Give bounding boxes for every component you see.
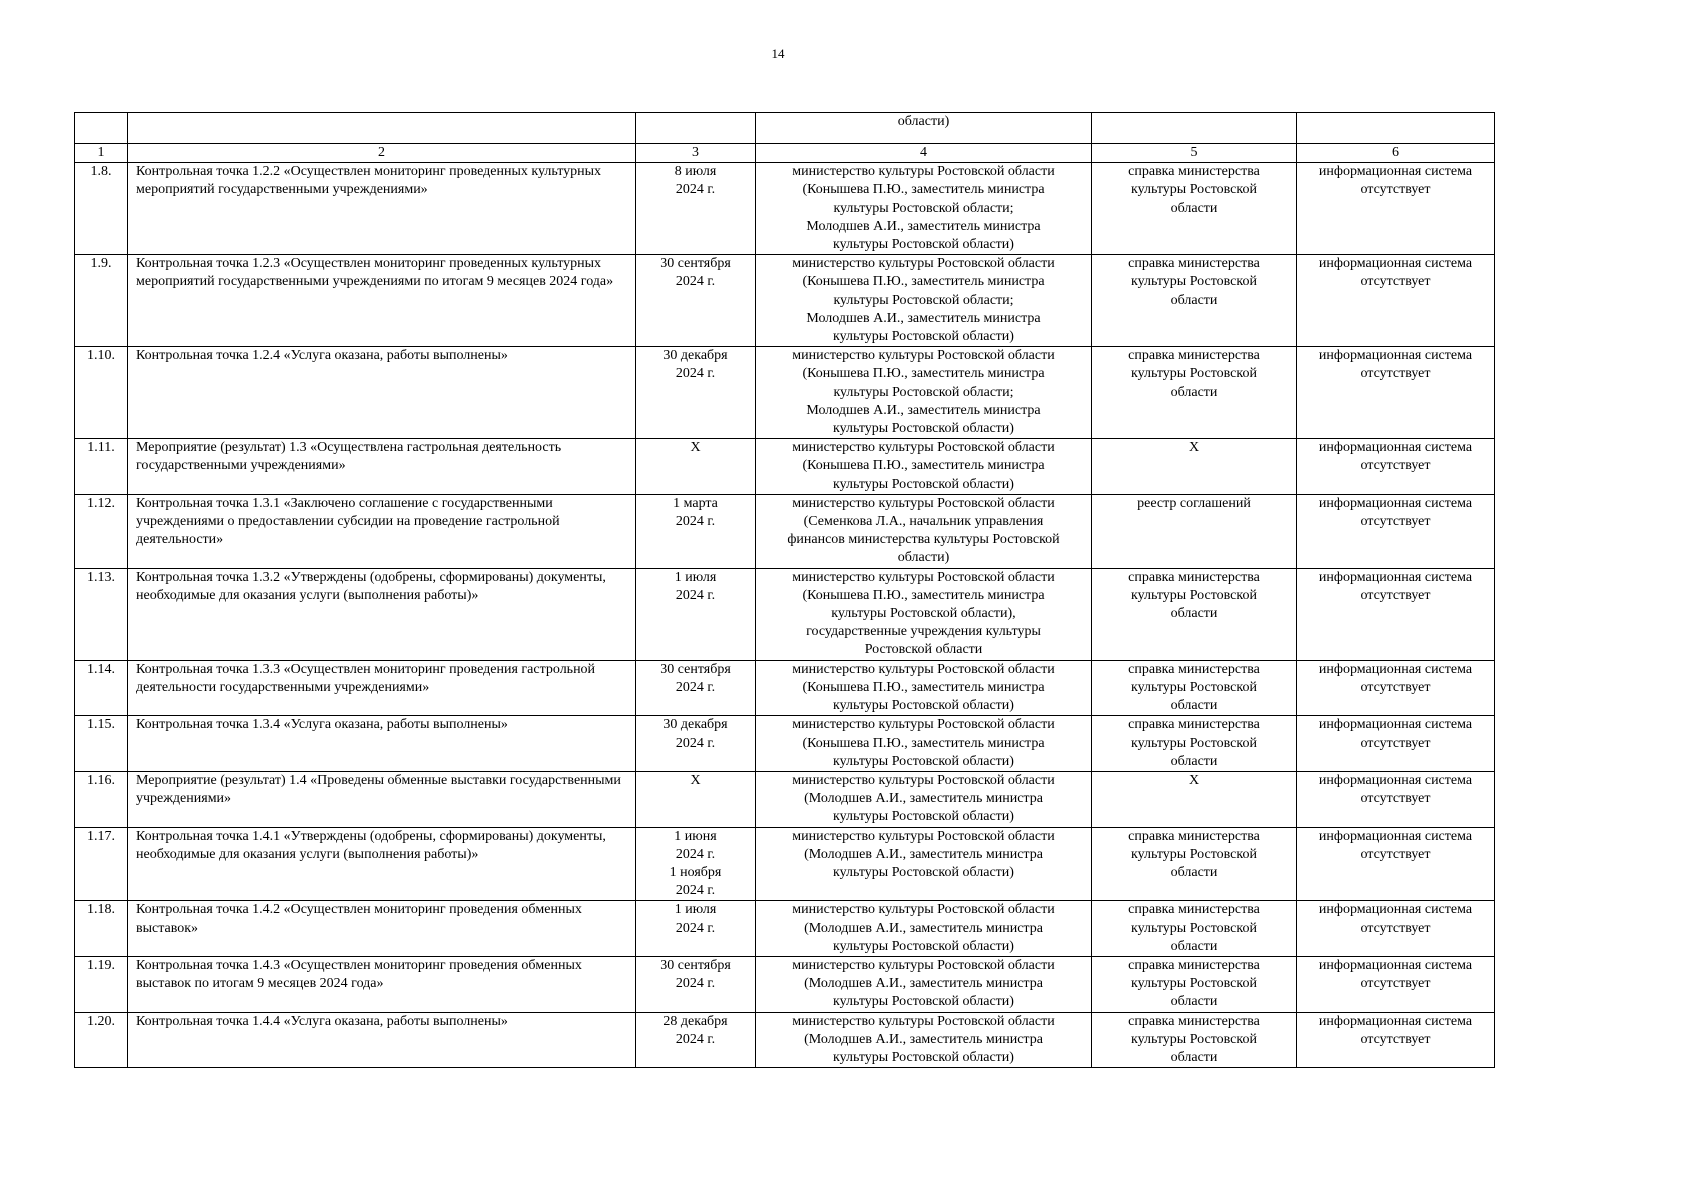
row-number: 1.12. xyxy=(75,494,128,568)
row-number: 1.13. xyxy=(75,568,128,660)
information-system: информационная система отсутствует xyxy=(1297,255,1495,347)
information-system: информационная система отсутствует xyxy=(1297,716,1495,772)
continuation-row xyxy=(75,113,1495,144)
information-system: информационная система отсутствует xyxy=(1297,771,1495,827)
confirming-document: справка министерства культуры Ростовской области xyxy=(1092,956,1297,1012)
row-number: 1.17. xyxy=(75,827,128,901)
plan-table xyxy=(74,112,1495,1068)
cell-empty xyxy=(636,113,756,144)
table-row xyxy=(75,494,1495,568)
responsible-executor: министерство культуры Ростовской области (Молодшев А.И., заместитель министра культуры Ростовской области) xyxy=(756,1012,1092,1068)
deadline: 30 декабря 2024 г. xyxy=(636,347,756,439)
row-number: 1.10. xyxy=(75,347,128,439)
deadline: Х xyxy=(636,771,756,827)
deadline: 30 декабря 2024 г. xyxy=(636,716,756,772)
responsible-executor: министерство культуры Ростовской области (Конышева П.Ю., заместитель министра культуры Ростовской области) xyxy=(756,439,1092,495)
event-name: Контрольная точка 1.4.4 «Услуга оказана, работы выполнены» xyxy=(128,1012,636,1068)
information-system: информационная система отсутствует xyxy=(1297,347,1495,439)
event-name: Контрольная точка 1.3.4 «Услуга оказана, работы выполнены» xyxy=(128,716,636,772)
deadline: 8 июля 2024 г. xyxy=(636,163,756,255)
cell-empty xyxy=(128,113,636,144)
event-name: Контрольная точка 1.4.2 «Осуществлен мониторинг проведения обменных выставок» xyxy=(128,901,636,957)
responsible-executor: министерство культуры Ростовской области (Конышева П.Ю., заместитель министра культуры Ростовской области), государственные учреждения культуры Ростовской области xyxy=(756,568,1092,660)
row-number: 1.8. xyxy=(75,163,128,255)
event-name: Мероприятие (результат) 1.4 «Проведены обменные выставки государственными учреждениями» xyxy=(128,771,636,827)
information-system: информационная система отсутствует xyxy=(1297,439,1495,495)
table-row xyxy=(75,439,1495,495)
information-system: информационная система отсутствует xyxy=(1297,1012,1495,1068)
event-name: Контрольная точка 1.2.2 «Осуществлен мониторинг проведенных культурных мероприятий государственными учреждениями» xyxy=(128,163,636,255)
confirming-document: справка министерства культуры Ростовской области xyxy=(1092,163,1297,255)
confirming-document: справка министерства культуры Ростовской области xyxy=(1092,660,1297,716)
deadline: 30 сентября 2024 г. xyxy=(636,255,756,347)
information-system: информационная система отсутствует xyxy=(1297,568,1495,660)
information-system: информационная система отсутствует xyxy=(1297,901,1495,957)
row-number: 1.18. xyxy=(75,901,128,957)
column-number: 6 xyxy=(1297,144,1495,163)
confirming-document: справка министерства культуры Ростовской области xyxy=(1092,901,1297,957)
confirming-document: справка министерства культуры Ростовской области xyxy=(1092,347,1297,439)
deadline: 1 июля 2024 г. xyxy=(636,568,756,660)
responsible-executor: министерство культуры Ростовской области (Конышева П.Ю., заместитель министра культуры Ростовской области; Молодшев А.И., заместитель министра культуры Ростовской области) xyxy=(756,347,1092,439)
responsible-executor: министерство культуры Ростовской области (Конышева П.Ю., заместитель министра культуры Ростовской области) xyxy=(756,716,1092,772)
deadline: 1 июля 2024 г. xyxy=(636,901,756,957)
table-row xyxy=(75,827,1495,901)
row-number: 1.9. xyxy=(75,255,128,347)
deadline: 28 декабря 2024 г. xyxy=(636,1012,756,1068)
row-number: 1.20. xyxy=(75,1012,128,1068)
responsible-executor: министерство культуры Ростовской области (Семенкова Л.А., начальник управления финансов министерства культуры Ростовской области) xyxy=(756,494,1092,568)
confirming-document: справка министерства культуры Ростовской области xyxy=(1092,1012,1297,1068)
column-number-row xyxy=(75,144,1495,163)
deadline: Х xyxy=(636,439,756,495)
information-system: информационная система отсутствует xyxy=(1297,163,1495,255)
responsible-executor: министерство культуры Ростовской области (Конышева П.Ю., заместитель министра культуры Ростовской области; Молодшев А.И., заместитель министра культуры Ростовской области) xyxy=(756,255,1092,347)
information-system: информационная система отсутствует xyxy=(1297,827,1495,901)
continuation-cell: области) xyxy=(756,113,1092,144)
deadline: 30 сентября 2024 г. xyxy=(636,660,756,716)
responsible-executor: министерство культуры Ростовской области (Молодшев А.И., заместитель министра культуры Ростовской области) xyxy=(756,901,1092,957)
row-number: 1.19. xyxy=(75,956,128,1012)
information-system: информационная система отсутствует xyxy=(1297,494,1495,568)
cell-empty xyxy=(1297,113,1495,144)
cell-empty xyxy=(75,113,128,144)
event-name: Контрольная точка 1.3.3 «Осуществлен мониторинг проведения гастрольной деятельности государственными учреждениями» xyxy=(128,660,636,716)
row-number: 1.16. xyxy=(75,771,128,827)
column-number: 3 xyxy=(636,144,756,163)
page-number: 14 xyxy=(771,46,785,61)
row-number: 1.14. xyxy=(75,660,128,716)
table-row xyxy=(75,163,1495,255)
confirming-document: справка министерства культуры Ростовской области xyxy=(1092,716,1297,772)
event-name: Контрольная точка 1.2.3 «Осуществлен мониторинг проведенных культурных мероприятий государственными учреждениями по итогам 9 месяцев 2024 года» xyxy=(128,255,636,347)
deadline: 30 сентября 2024 г. xyxy=(636,956,756,1012)
information-system: информационная система отсутствует xyxy=(1297,956,1495,1012)
information-system: информационная система отсутствует xyxy=(1297,660,1495,716)
deadline: 1 июня 2024 г. 1 ноября 2024 г. xyxy=(636,827,756,901)
event-name: Контрольная точка 1.4.3 «Осуществлен мониторинг проведения обменных выставок по итогам 9 месяцев 2024 года» xyxy=(128,956,636,1012)
column-number: 5 xyxy=(1092,144,1297,163)
table-row xyxy=(75,1012,1495,1068)
cell-empty xyxy=(1092,113,1297,144)
row-number: 1.11. xyxy=(75,439,128,495)
responsible-executor: министерство культуры Ростовской области (Конышева П.Ю., заместитель министра культуры Ростовской области) xyxy=(756,660,1092,716)
confirming-document: Х xyxy=(1092,439,1297,495)
event-name: Контрольная точка 1.3.1 «Заключено соглашение с государственными учреждениями о предоставлении субсидии на проведение гастрольной деятельности» xyxy=(128,494,636,568)
table-row xyxy=(75,568,1495,660)
event-name: Контрольная точка 1.2.4 «Услуга оказана, работы выполнены» xyxy=(128,347,636,439)
column-number: 4 xyxy=(756,144,1092,163)
responsible-executor: министерство культуры Ростовской области (Молодшев А.И., заместитель министра культуры Ростовской области) xyxy=(756,827,1092,901)
table-row xyxy=(75,771,1495,827)
confirming-document: справка министерства культуры Ростовской области xyxy=(1092,568,1297,660)
column-number: 2 xyxy=(128,144,636,163)
responsible-executor: министерство культуры Ростовской области (Молодшев А.И., заместитель министра культуры Ростовской области) xyxy=(756,956,1092,1012)
table-row xyxy=(75,956,1495,1012)
confirming-document: справка министерства культуры Ростовской области xyxy=(1092,255,1297,347)
confirming-document: Х xyxy=(1092,771,1297,827)
event-name: Контрольная точка 1.3.2 «Утверждены (одобрены, сформированы) документы, необходимые для оказания услуги (выполнения работы)» xyxy=(128,568,636,660)
table-row xyxy=(75,716,1495,772)
responsible-executor: министерство культуры Ростовской области (Молодшев А.И., заместитель министра культуры Ростовской области) xyxy=(756,771,1092,827)
table-row xyxy=(75,255,1495,347)
table-row xyxy=(75,901,1495,957)
event-name: Мероприятие (результат) 1.3 «Осуществлена гастрольная деятельность государственными учреждениями» xyxy=(128,439,636,495)
table-row xyxy=(75,660,1495,716)
confirming-document: реестр соглашений xyxy=(1092,494,1297,568)
confirming-document: справка министерства культуры Ростовской области xyxy=(1092,827,1297,901)
event-name: Контрольная точка 1.4.1 «Утверждены (одобрены, сформированы) документы, необходимые для оказания услуги (выполнения работы)» xyxy=(128,827,636,901)
column-number: 1 xyxy=(75,144,128,163)
responsible-executor: министерство культуры Ростовской области (Конышева П.Ю., заместитель министра культуры Ростовской области; Молодшев А.И., заместитель министра культуры Ростовской области) xyxy=(756,163,1092,255)
table-row xyxy=(75,347,1495,439)
row-number: 1.15. xyxy=(75,716,128,772)
deadline: 1 марта 2024 г. xyxy=(636,494,756,568)
